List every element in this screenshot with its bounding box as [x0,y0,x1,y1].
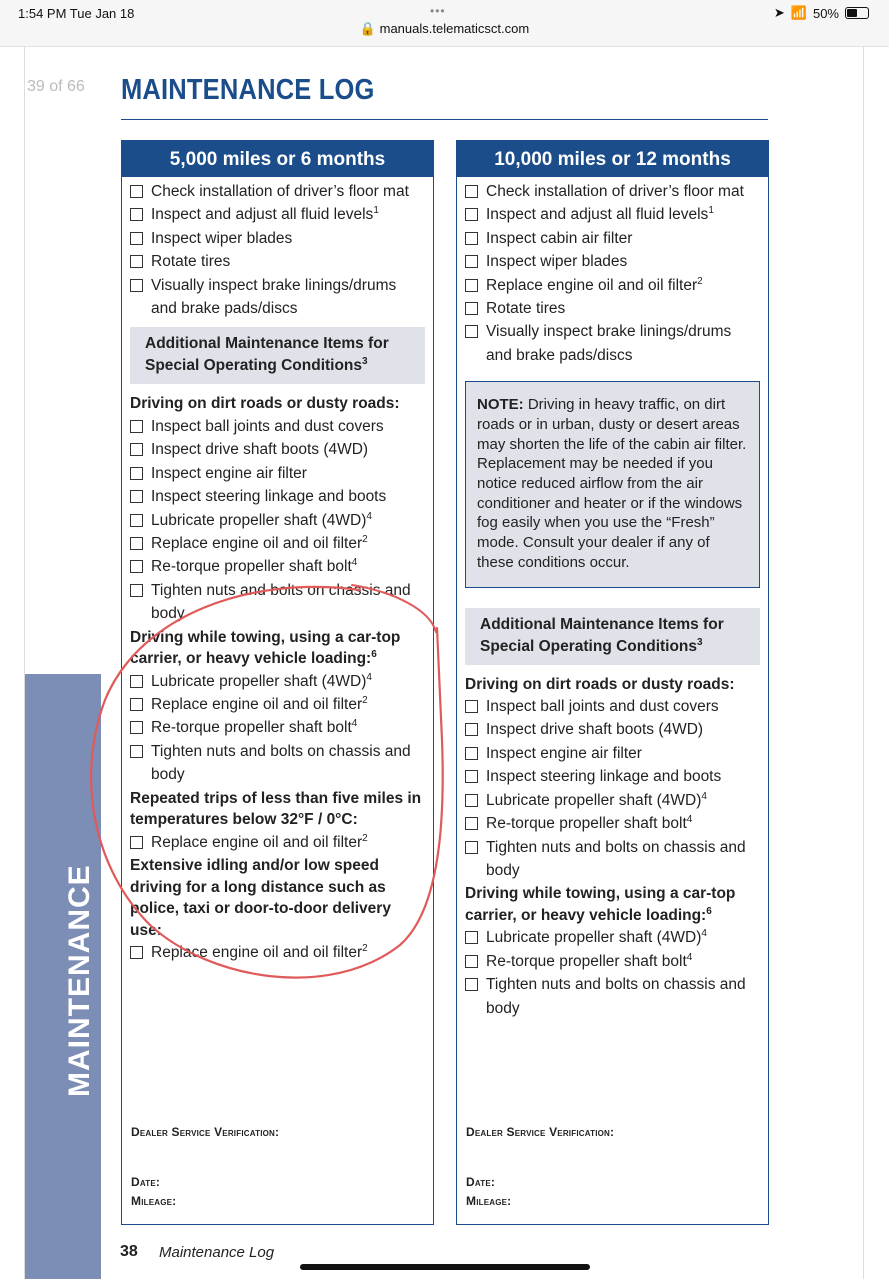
item-label: Re-torque propeller shaft bolt [486,815,687,833]
item-label: Inspect ball joints and dust covers [486,698,719,716]
item-label: Re-torque propeller shaft bolt [486,952,687,970]
footnote-ref: 4 [701,790,707,802]
footer-label: Maintenance Log [159,1244,275,1261]
footnote-ref: 3 [362,356,368,368]
footnote-ref: 2 [362,943,368,955]
section-heading: Repeated trips of less than five miles in temperatures below 32°F / 0°C: [130,789,422,829]
footnote-ref: 4 [366,510,372,522]
checklist-item [130,716,425,739]
column-body [457,177,768,1020]
item-label: Inspect steering linkage and boots [486,768,722,786]
item-label: Inspect and adjust all fluid levels [151,206,374,224]
checklist-item [465,297,760,320]
checklist [130,670,425,787]
checklist-item-text [486,250,627,273]
page-title: MAINTENANCE LOG [121,74,375,106]
checkbox[interactable] [465,255,478,268]
checklist-item [465,950,760,973]
checklist-item-text [151,250,230,273]
additional-items-box [465,608,760,665]
checklist-item [130,740,425,787]
section-heading: Extensive idling and/or low speed driving for a long distance such as police, taxi or door-to-door delivery use: [130,857,391,939]
item-label: Tighten nuts and bolts on chassis and body [151,581,411,623]
item-label: Replace engine oil and oil filter [151,944,363,962]
checklist-item [465,718,760,741]
checklist-item [130,227,425,250]
checkbox[interactable] [465,325,478,338]
battery-icon [845,7,869,19]
additional-items-title: Additional Maintenance Items for Special Operating Conditions [480,615,724,655]
checklist-item-text [151,532,368,555]
footnote-ref: 4 [686,814,693,826]
checklist-item-text [151,831,368,854]
checklist-item [130,203,425,226]
item-label: Replace engine oil and oil filter [151,833,363,851]
checklist-item [130,831,425,854]
checkbox[interactable] [130,490,143,503]
item-label: Replace engine oil and oil filter [486,276,698,294]
item-label: Rotate tires [151,253,231,271]
checkbox[interactable] [130,420,143,433]
item-label: Replace engine oil and oil filter [151,534,363,552]
checklist-item [465,973,760,1020]
checklist-item [465,695,760,718]
wifi-icon: 📶 [790,5,807,20]
checklist-item [130,509,425,532]
title-rule [121,119,768,120]
location-icon: ➤ [773,5,785,20]
checklist-item-text [486,742,642,765]
checkbox[interactable] [130,279,143,292]
checklist-item-text [151,227,292,250]
checkbox[interactable] [465,770,478,783]
checklist-item-text [486,718,703,741]
item-label: Lubricate propeller shaft (4WD) [486,929,702,947]
additional-items-title: Additional Maintenance Items for Special Operating Conditions [145,335,389,375]
lock-icon: 🔒 [359,21,376,36]
item-label: Inspect engine air filter [151,464,307,482]
checklist-item [465,765,760,788]
checklist-item [130,555,425,578]
item-label: Visually inspect brake linings/drums and brake pads/discs [151,276,397,318]
checklist [465,926,760,1020]
checklist-item [130,438,425,461]
footnote-ref: 4 [351,718,358,730]
checkbox[interactable] [130,514,143,527]
item-label: Inspect wiper blades [486,253,628,271]
checklist-item [130,462,425,485]
checkbox[interactable] [465,817,478,830]
checklist-item-text [486,297,565,320]
checkbox[interactable] [465,208,478,221]
section-heading [130,627,425,670]
note-box [465,381,760,587]
checklist-item-text [151,579,425,626]
item-label: Tighten nuts and bolts on chassis and body [486,838,746,879]
checkbox[interactable] [465,723,478,736]
checkbox[interactable] [130,255,143,268]
checklist-item-text [486,274,703,297]
checkbox[interactable] [465,700,478,713]
checklist [465,180,760,367]
checklist-item [465,742,760,765]
checklist-item [130,274,425,321]
footnote-ref: 2 [362,533,368,545]
status-time: 1:54 PM Tue Jan 18 [18,6,135,21]
page-number: 38 [120,1243,138,1260]
mileage-label: Mileage: [466,1194,512,1208]
checklist-item-text [486,926,707,949]
item-label: Inspect engine air filter [486,744,642,762]
checklist-item [465,926,760,949]
section-heading-text: Driving while towing, using a car-top carrier, or heavy vehicle loading: [130,628,401,668]
item-label: Replace engine oil and oil filter [151,696,363,713]
url-bar[interactable] [0,21,889,37]
checklist-item-text [486,836,760,883]
column-header: 5,000 miles or 6 months [122,141,433,177]
item-label: Inspect ball joints and dust covers [151,417,384,435]
note-text: Driving in heavy traffic, on dirt roads or in urban, dusty or desert areas may shorten the life of the cabin air filter. Replacement may be needed if you notice reduced airflow from the air conditioner and heater or if the windows fog easily when you use the “Fresh” mode. Consult your dealer if any of these conditions occur. [477,396,747,571]
item-label: Check installation of driver’s floor mat [486,183,744,200]
checklist-item-text [151,415,384,438]
battery-percent: 50% [812,5,839,21]
date-label: Date: [466,1175,496,1189]
checkbox[interactable] [130,537,143,550]
dealer-verification-label: Dealer Service Verification: [466,1125,615,1139]
checkbox[interactable] [130,232,143,245]
footnote-ref: 2 [362,695,368,706]
checklist-item [130,180,425,203]
column-header: 10,000 miles or 12 months [457,141,768,177]
checkbox[interactable] [130,584,143,597]
checklist-item [130,532,425,555]
checklist-item-text [151,509,372,532]
item-label: Inspect cabin air filter [486,229,633,247]
checklist-item-text [486,203,714,226]
section-heading-text: Driving while towing, using a car-top carrier, or heavy vehicle loading: [465,885,736,924]
checklist-item-text [486,320,760,367]
checklist-item [465,203,760,226]
checklist-item [130,670,425,693]
checklist-item-text [151,485,386,508]
item-label: Inspect and adjust all fluid levels [486,206,709,224]
checklist [130,415,425,626]
item-label: Inspect drive shaft boots (4WD) [486,721,704,739]
checklist-item-text [486,812,692,835]
checkbox[interactable] [465,978,478,991]
item-label: Rotate tires [486,300,566,318]
item-label: Tighten nuts and bolts on chassis and body [151,742,411,784]
checkbox[interactable] [130,185,143,198]
checklist-item-text [151,203,379,226]
checklist-item [130,579,425,626]
column-body [122,177,433,964]
checkbox[interactable] [130,560,143,573]
item-label: Tighten nuts and bolts on chassis and body [486,976,746,1017]
footnote-ref: 1 [373,205,379,217]
checkbox[interactable] [465,794,478,807]
item-label: Re-torque propeller shaft bolt [151,719,352,737]
checkbox[interactable] [130,721,143,734]
checklist-item-text [151,274,425,321]
additional-items-box [130,327,425,384]
checkbox[interactable] [465,747,478,760]
checklist-item [465,812,760,835]
item-label: Inspect wiper blades [151,229,293,247]
checkbox[interactable] [465,279,478,292]
item-label: Visually inspect brake linings/drums and brake pads/discs [486,323,732,364]
checklist-item-text [151,716,357,739]
checklist [130,831,425,854]
footnote-ref: 6 [371,649,377,661]
checklist-item-text [151,438,368,461]
checkbox[interactable] [465,955,478,968]
footnote-ref: 4 [366,671,372,683]
tab-overview-dots[interactable]: ••• [430,4,446,18]
checklist-item-text [486,973,760,1020]
section-heading [465,883,760,926]
page-counter: 39 of 66 [27,78,85,95]
checklist-item [130,485,425,508]
checkbox[interactable] [465,931,478,944]
column-10000-miles [456,140,769,1225]
checkbox[interactable] [465,302,478,315]
checkbox[interactable] [130,946,143,959]
checklist-item-text [486,695,719,718]
checklist [130,941,425,964]
checklist-item [130,693,425,716]
footnote-ref: 3 [697,636,703,648]
checklist-item [465,320,760,367]
footnote-ref: 2 [697,275,703,287]
checklist-item [465,274,760,297]
checkbox[interactable] [130,467,143,480]
section-heading: Driving on dirt roads or dusty roads: [465,675,735,693]
checklist-item [130,941,425,964]
footnote-ref: 4 [701,928,707,940]
checkbox[interactable] [465,232,478,245]
item-label: Inspect steering linkage and boots [151,488,387,506]
checklist-item [465,227,760,250]
footnote-ref: 2 [362,832,368,844]
status-indicators [774,5,869,21]
footnote-ref: 6 [706,905,712,917]
checklist-item [465,789,760,812]
checkbox[interactable] [130,836,143,849]
column-5000-miles [121,140,434,1225]
item-label: Re-torque propeller shaft bolt [151,558,352,576]
checklist-item-text [151,180,409,203]
item-label: Lubricate propeller shaft (4WD) [486,791,702,809]
checklist-item [465,250,760,273]
section-heading: Driving on dirt roads or dusty roads: [130,395,400,413]
url-text: manuals.telematicsct.com [379,21,530,36]
item-label: Check installation of driver’s floor mat [151,183,409,200]
checklist-item-text [486,789,707,812]
item-label: Lubricate propeller shaft (4WD) [151,672,367,690]
checklist-item-text [486,180,744,203]
footnote-ref: 1 [708,205,714,217]
checklist-item-text [486,950,692,973]
date-label: Date: [131,1175,161,1189]
footnote-ref: 4 [686,951,693,963]
checklist-item-text [151,941,368,964]
checklist-item [130,415,425,438]
checklist-item-text [486,765,721,788]
checkbox[interactable] [130,208,143,221]
item-label: Lubricate propeller shaft (4WD) [151,511,367,529]
checkbox[interactable] [465,841,478,854]
checklist-item [130,250,425,273]
checklist [465,695,760,882]
checklist-item-text [151,462,307,485]
note-label: NOTE: [477,396,524,414]
checklist-item-text [486,227,632,250]
checklist [130,180,425,320]
mileage-label: Mileage: [131,1194,177,1208]
dealer-verification-label: Dealer Service Verification: [131,1125,280,1139]
checkbox[interactable] [130,675,143,688]
checklist-item-text [151,670,372,693]
checklist-item-text [151,555,357,578]
checkbox[interactable] [465,185,478,198]
checklist-item [465,836,760,883]
checkbox[interactable] [130,698,143,711]
checklist-item-text [151,693,368,716]
checkbox[interactable] [130,443,143,456]
checkbox[interactable] [130,745,143,758]
footnote-ref: 4 [351,557,358,569]
browser-status-bar [0,0,889,47]
item-label: Inspect drive shaft boots (4WD) [151,441,369,459]
checklist-item [465,180,760,203]
side-tab-label: MAINTENANCE [63,864,96,1097]
checklist-item-text [151,740,425,787]
home-indicator[interactable] [300,1264,590,1270]
